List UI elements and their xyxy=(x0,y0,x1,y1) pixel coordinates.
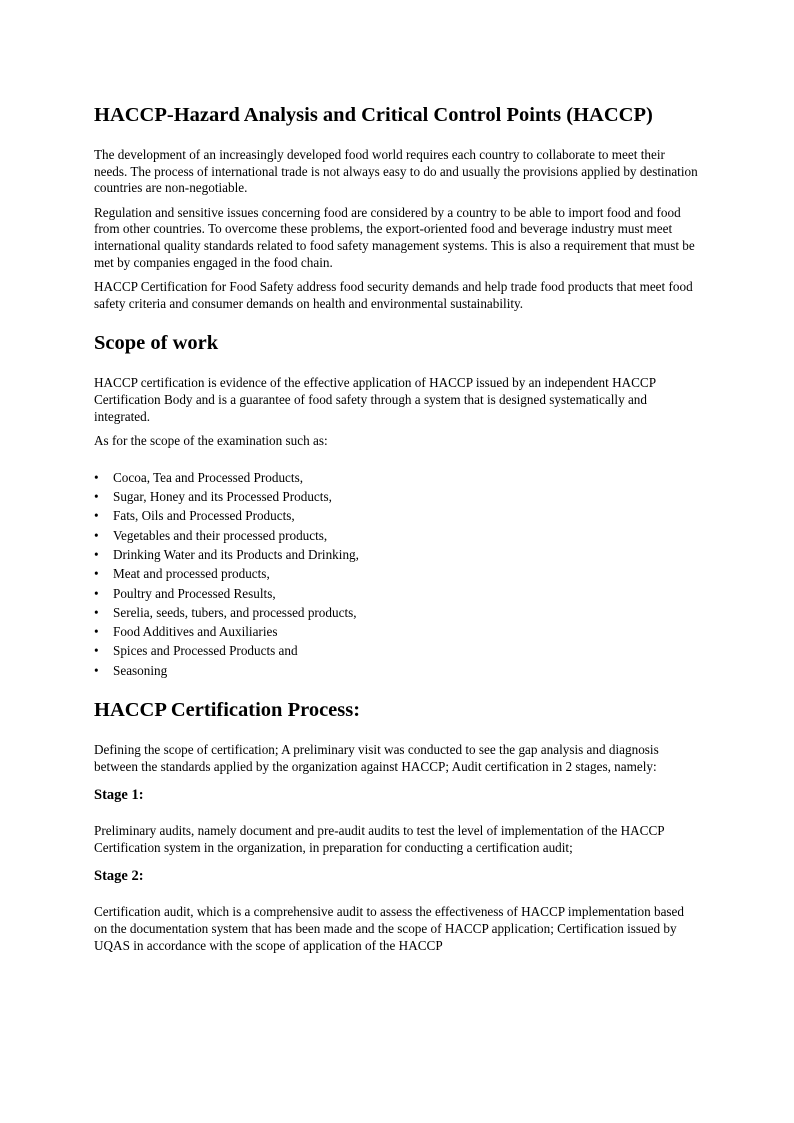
bullet-icon: • xyxy=(94,624,99,640)
bullet-icon: • xyxy=(94,585,99,601)
scope-list-item-text: Food Additives and Auxiliaries xyxy=(113,624,278,640)
stage-1-heading: Stage 1: xyxy=(94,787,144,804)
scope-list-item-text: Serelia, seeds, tubers, and processed products, xyxy=(113,604,357,620)
bullet-icon: • xyxy=(94,508,99,524)
bullet-icon: • xyxy=(94,604,99,620)
scope-list-item xyxy=(94,564,700,583)
scope-list-item xyxy=(94,641,700,660)
scope-list-item-text: Cocoa, Tea and Processed Products, xyxy=(113,469,304,485)
intro-paragraph-3: HACCP Certification for Food Safety address food security demands and help trade food products that meet food safety criteria and consumer demands on health and environmental sustainability. xyxy=(94,279,693,311)
scope-list-item-text: Meat and processed products, xyxy=(113,566,270,582)
scope-list-item-text: Vegetables and their processed products, xyxy=(113,527,328,543)
scope-list-item-text: Seasoning xyxy=(113,662,168,678)
scope-list-item-text: Spices and Processed Products and xyxy=(113,643,298,659)
scope-list-item xyxy=(94,661,700,680)
process-heading: HACCP Certification Process: xyxy=(94,698,361,721)
bullet-icon: • xyxy=(94,566,99,582)
bullet-icon: • xyxy=(94,489,99,505)
bullet-icon: • xyxy=(94,527,99,543)
bullet-icon: • xyxy=(94,662,99,678)
scope-list-item xyxy=(94,468,700,487)
scope-list-item xyxy=(94,584,700,603)
scope-list-item xyxy=(94,622,700,641)
scope-list-item xyxy=(94,526,700,545)
scope-list xyxy=(94,468,700,680)
bullet-icon: • xyxy=(94,643,99,659)
scope-list-item xyxy=(94,603,700,622)
document-title: HACCP-Hazard Analysis and Critical Control Points (HACCP) xyxy=(94,104,653,126)
scope-list-item xyxy=(94,487,700,506)
scope-list-item xyxy=(94,545,700,564)
scope-list-item-text: Fats, Oils and Processed Products, xyxy=(113,508,295,524)
scope-paragraph-1: HACCP certification is evidence of the effective application of HACCP issued by an independent HACCP Certification Body and is a guarantee of food safety through a system that is designed systematically and integrated. xyxy=(94,375,656,424)
scope-list-item-text: Poultry and Processed Results, xyxy=(113,585,276,601)
stage-1-paragraph: Preliminary audits, namely document and pre-audit audits to test the level of implementation of the HACCP Certification system in the organization, in preparation for conducting a certification audit; xyxy=(94,823,665,855)
scope-list-item-text: Sugar, Honey and its Processed Products, xyxy=(113,489,332,505)
process-intro-paragraph: Defining the scope of certification; A preliminary visit was conducted to see the gap analysis and diagnosis between the standards applied by the organization against HACCP; Audit certification in 2 stages, namely: xyxy=(94,741,659,774)
stage-2-heading: Stage 2: xyxy=(94,868,144,885)
scope-paragraph-2: As for the scope of the examination such as: xyxy=(94,433,328,449)
scope-list-item xyxy=(94,506,700,525)
intro-paragraph-2: Regulation and sensitive issues concerning food are considered by a country to be able to import food and food from other countries. To overcome these problems, the export-oriented food and beverage industry must meet international quality standards related to food safety management systems. This is also a requirement that must be met by companies engaged in the food chain. xyxy=(94,204,695,270)
bullet-icon: • xyxy=(94,469,99,485)
bullet-icon: • xyxy=(94,546,99,562)
stage-2-paragraph: Certification audit, which is a comprehensive audit to assess the effectiveness of HACCP implementation based on the documentation system that has been made and the scope of HACCP application; Certification issued by UQAS in accordance with the scope of application of the HACCP xyxy=(94,904,684,953)
intro-paragraph-1: The development of an increasingly developed food world requires each country to collaborate to meet their needs. The process of international trade is not always easy to do and usually the provisions applied by destination countries are non-negotiable. xyxy=(94,147,698,196)
scope-heading: Scope of work xyxy=(94,332,219,355)
scope-list-item-text: Drinking Water and its Products and Drinking, xyxy=(113,546,359,562)
